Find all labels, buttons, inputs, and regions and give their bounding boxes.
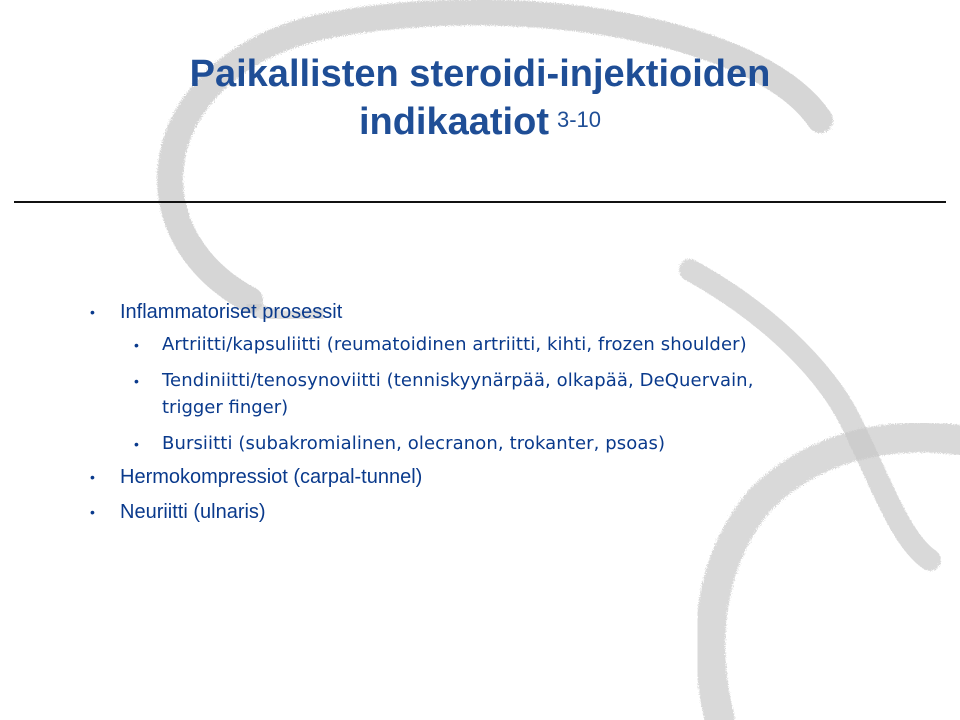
list-item-continuation: trigger finger) [162,397,289,418]
bullet-icon: • [90,504,95,520]
bullet-icon: • [90,469,95,485]
list-item [90,500,266,524]
title-line-1: Paikallisten steroidi-injektioiden [189,53,771,95]
list-item [134,432,666,456]
list-item [134,333,747,357]
title-superscript-reference: 3-10 [556,107,602,132]
title-divider [14,201,946,203]
list-item-text: Hermokompressiot (carpal-tunnel) [120,466,423,488]
bullet-icon: • [134,373,140,389]
list-item-text: Tendiniitti/tenosynoviitti (tenniskyynärpää, olkapää, DeQuervain, [162,370,754,391]
list-item-text: Bursiitti (subakromialinen, olecranon, trokanter, psoas) [162,433,666,454]
list-item-text: Inflammatoriset prosessit [120,301,343,323]
title-line-2: indikaatiot [358,101,549,143]
list-item-text: Artriitti/kapsuliitti (reumatoidinen artriitti, kihti, frozen shoulder) [162,334,747,355]
list-item [90,465,423,489]
list-item-text: Neuriitti (ulnaris) [120,501,266,523]
list-item [134,369,754,393]
list-item [90,300,343,324]
bullet-icon: • [134,337,140,353]
bullet-icon: • [90,304,95,320]
slide-title [0,50,960,146]
bullet-icon: • [134,436,140,452]
